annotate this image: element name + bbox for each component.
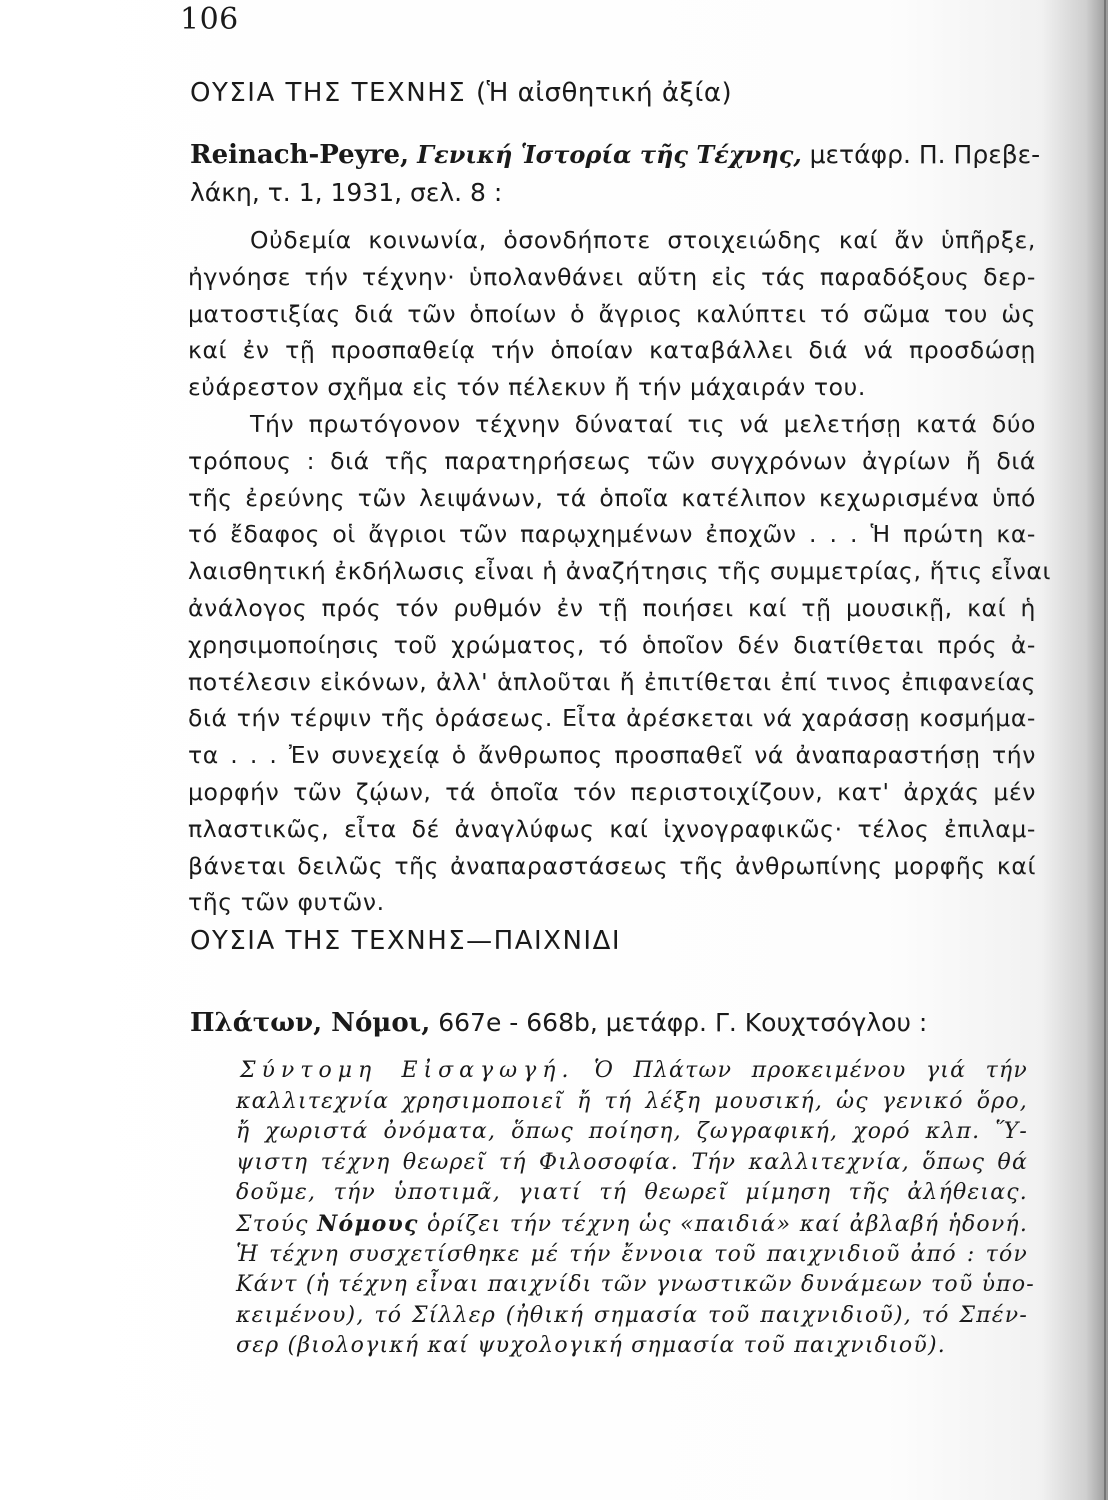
text-line: καί ἐν τῇ προσπαθείᾳ τήν ὁποίαν καταβάλλει διά νά προσδώσῃ [188, 336, 1036, 365]
paragraph-2 [188, 406, 1052, 921]
intro-line: σερ (βιολογική καί ψυχολογική σημασία τοῦ παιχνιδιοῦ). [236, 1333, 946, 1359]
text-line: τό ἔδαφος οἱ ἄγριοι τῶν παρῳχημένων ἐποχῶν . . . Ἡ πρώτη κα- [188, 520, 1036, 549]
citation-author-work: Πλάτων, Νόμοι, [190, 1008, 431, 1038]
text-line: ποτέλεσιν εἰκόνων, ἀλλ' ἁπλοῦται ἤ ἐπιτίθεται ἐπί τινος ἐπιφανείας [188, 667, 1036, 696]
citation-reinach-peyre [190, 136, 1041, 212]
intro-line: Ἡ τέχνη συσχετίσθηκε μέ τήν ἔννοια τοῦ παιχνιδιοῦ ἀπό : τόν [236, 1241, 1028, 1267]
citation-reference: 667e - 668b, μετάφρ. Γ. Κουχτσόγλου : [438, 1008, 928, 1037]
intro-heading: Σύντομη Εἰσαγωγή. [240, 1058, 575, 1083]
intro-line-post: ὁρίζει τήν τέχνη ὡς «παιδιά» καί ἀβλαβή ἡδονή. [427, 1211, 1029, 1237]
book-spine-edge [1104, 0, 1106, 1500]
intro-line: κειμένου), τό Σίλλερ (ἠθική σημασία τοῦ παιχνιδιοῦ), τό Σπέν- [236, 1302, 1028, 1328]
section-title-paren: (Ἡ αἰσθητική ἀξία) [475, 78, 733, 108]
text-line: χρησιμοποίησις τοῦ χρώματος, τό ὁποῖον δέν διατίθεται πρός ἀ- [188, 630, 1036, 659]
citation-line-2: λάκη, τ. 1, 1931, σελ. 8 : [190, 178, 503, 207]
text-line: ἠγνόησε τήν τέχνην· ὑπολανθάνει αὕτη εἰς τάς παραδόξους δερ- [188, 262, 1036, 291]
text-line: ἀνάλογος πρός τόν ρυθμόν ἐν τῇ ποιήσει καί τῇ μουσικῇ, καί ἡ [188, 593, 1036, 622]
page-number: 106 [180, 2, 239, 37]
paragraph-1 [188, 222, 1036, 406]
short-introduction [236, 1056, 1035, 1362]
text-line: Οὐδεμία κοινωνία, ὁσονδήποτε στοιχειώδης καί ἄν ὑπῆρξε, [250, 226, 1036, 254]
text-line: λαισθητική ἐκδήλωσις εἶναι ἡ ἀναζήτησις τῆς συμμετρίας, ἥτις εἶναι [188, 557, 1052, 586]
text-line: μορφήν τῶν ζῴων, τά ὁποῖα τόν περιστοιχίζουν, κατ' ἀρχάς μέν [188, 777, 1036, 806]
text-line: πλαστικῶς, εἶτα δέ ἀναγλύφως καί ἰχνογραφικῶς· τέλος ἐπιλαμ- [188, 814, 1036, 843]
intro-line: ψιστη τέχνη θεωρεῖ τή Φιλοσοφία. Τήν καλλιτεχνία, ὅπως θά [236, 1149, 1028, 1175]
intro-line [236, 1209, 1028, 1240]
citation-plato-laws [190, 1004, 1030, 1042]
text-line: τῆς τῶν φυτῶν. [188, 888, 385, 917]
citation-line [190, 1004, 1030, 1042]
text-line: Τήν πρωτόγονον τέχνην δύναταί τις νά μελετήσῃ κατά δύο [250, 410, 1036, 438]
section-title-caps: ΟΥΣΙΑ ΤΗΣ ΤΕΧΝΗΣ [190, 78, 467, 108]
text-line: τα . . . Ἐν συνεχείᾳ ὁ ἄνθρωπος προσπαθεῖ νά ἀναπαραστήσῃ τήν [188, 741, 1036, 770]
citation-work: Γενική Ἱστορία τῆς Τέχνης, [417, 140, 802, 169]
citation-author: Reinach-Peyre, [190, 140, 410, 170]
text-line: βάνεται δειλῶς τῆς ἀναπαραστάσεως τῆς ἀνθρωπίνης μορφῆς καί [188, 851, 1036, 880]
text-line: εὐάρεστον σχῆμα εἰς τόν πέλεκυν ἤ τήν μάχαιράν του. [188, 373, 866, 402]
citation-line-1 [190, 136, 1041, 174]
intro-line: καλλιτεχνία χρησιμοποιεῖ ἤ τή λέξη μουσική, ὡς γενικό ὅρο, [236, 1088, 1028, 1114]
intro-line [236, 1056, 1028, 1087]
section-title-aesthetic-value [190, 78, 732, 108]
intro-laws-bold: Νόμους [317, 1210, 419, 1237]
section-title-art-as-play: ΟΥΣΙΑ ΤΗΣ ΤΕΧΝΗΣ—ΠΑΙΧΝΙΔΙ [190, 926, 622, 956]
intro-line: Κάντ (ἡ τέχνη εἶναι παιχνίδι τῶν γνωστικῶν δυνάμεων τοῦ ὑπο- [236, 1272, 1035, 1298]
text-line: τῆς ἐρεύνης τῶν λειψάνων, τά ὁποῖα κατέλιπον κεχωρισμένα ὑπό [188, 483, 1036, 512]
text-line: ματοστιξίας διά τῶν ὁποίων ὁ ἄγριος καλύπτει τό σῶμα του ὡς [188, 299, 1036, 328]
intro-line: δοῦμε, τήν ὑποτιμᾶ, γιατί τή θεωρεῖ μίμηση τῆς ἀλήθειας. [236, 1180, 1028, 1206]
citation-translator: μετάφρ. Π. Πρεβε- [809, 140, 1041, 169]
intro-line-pre: Στούς [236, 1211, 309, 1237]
intro-line: ἤ χωριστά ὀνόματα, ὅπως ποίηση, ζωγραφική, χορό κλπ. Ὕ- [236, 1119, 1028, 1145]
text-line: διά τήν τέρψιν τῆς ὁράσεως. Εἶτα ἀρέσκεται νά χαράσσῃ κοσμήμα- [188, 704, 1036, 733]
intro-line-rest: Ὁ Πλάτων προκειμένου γιά τήν [593, 1058, 1028, 1083]
text-line: τρόπους : διά τῆς παρατηρήσεως τῶν συγχρόνων ἀγρίων ἤ διά [188, 446, 1036, 475]
